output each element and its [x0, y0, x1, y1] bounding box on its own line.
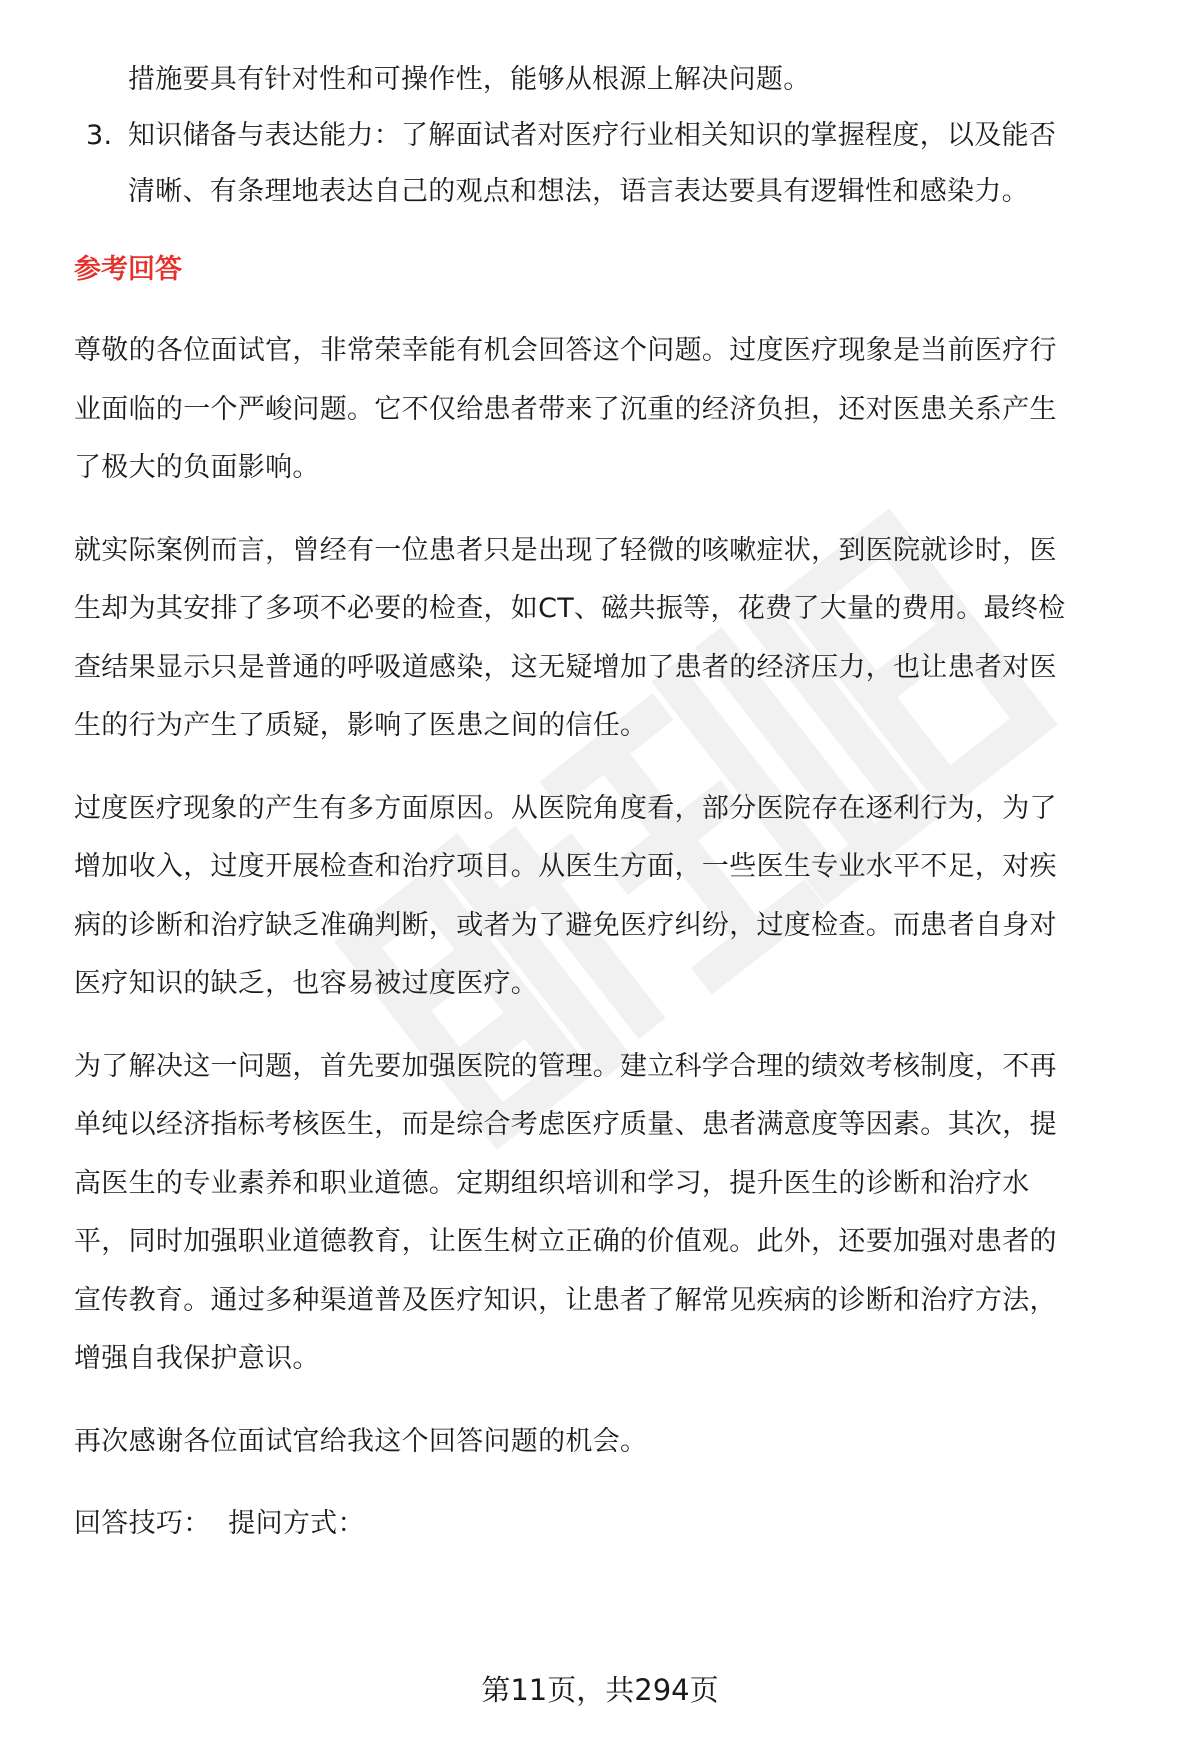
paragraph-line: 尊敬的各位面试官，非常荣幸能有机会回答这个问题。过度医疗现象是当前医疗行 — [74, 335, 1057, 366]
list-item-3 — [74, 108, 1148, 220]
section-title: 参考回答 — [74, 254, 182, 285]
paragraph-line: 增强自我保护意识。 — [74, 1343, 320, 1374]
paragraph-line: 生的行为产生了质疑，影响了医患之间的信任。 — [74, 710, 648, 741]
paragraph-line: 了极大的负面影响。 — [74, 452, 320, 483]
paragraph-line: 回答技巧： 提问方式： — [74, 1508, 365, 1539]
paragraph-line: 高医生的专业素养和职业道德。定期组织培训和学习，提升医生的诊断和治疗水 — [74, 1167, 1030, 1199]
continuation-line: 措施要具有针对性和可操作性，能够从根源上解决问题。 — [128, 64, 811, 95]
list-item-line: 知识储备与表达能力：了解面试者对医疗行业相关知识的掌握程度，以及能否 — [128, 120, 1057, 151]
paragraph-line: 医疗知识的缺乏，也容易被过度医疗。 — [74, 968, 539, 999]
paragraph-line: 就实际案例而言，曾经有一位患者只是出现了轻微的咳嗽症状，到医院就诊时，医 — [74, 534, 1057, 566]
paragraph-solutions — [74, 1038, 1148, 1389]
paragraph-tips — [74, 1495, 1148, 1554]
list-item-line: 清晰、有条理地表达自己的观点和想法，语言表达要具有逻辑性和感染力。 — [128, 176, 1029, 207]
paragraph-line: 为了解决这一问题，首先要加强医院的管理。建立科学合理的绩效考核制度，不再 — [74, 1050, 1057, 1082]
paragraph-line: 平，同时加强职业道德教育，让医生树立正确的价值观。此外，还要加强对患者的 — [74, 1226, 1057, 1257]
paragraph-line: 增加收入，过度开展检查和治疗项目。从医生方面，一些医生专业水平不足，对疾 — [74, 851, 1057, 882]
paragraph-line: 过度医疗现象的产生有多方面原因。从医院角度看，部分医院存在逐利行为，为了 — [74, 792, 1057, 824]
paragraph-line: 再次感谢各位面试官给我这个回答问题的机会。 — [74, 1425, 648, 1457]
paragraph-causes — [74, 780, 1148, 1014]
document-body — [74, 52, 1148, 1554]
paragraph-line: 查结果显示只是普通的呼吸道感染，这无疑增加了患者的经济压力，也让患者对医 — [74, 651, 1057, 683]
paragraph-line: 业面临的一个严峻问题。它不仅给患者带来了沉重的经济负担，还对医患关系产生 — [74, 393, 1057, 425]
page-number-footer: 第11页，共294页 — [481, 1673, 719, 1707]
paragraph-line: 宣传教育。通过多种渠道普及医疗知识，让患者了解常见疾病的诊断和治疗方法， — [74, 1284, 1057, 1316]
paragraph-line: 病的诊断和治疗缺乏准确判断，或者为了避免医疗纠纷，过度检查。而患者自身对 — [74, 909, 1057, 941]
paragraph-line: 生却为其安排了多项不必要的检查，如CT、磁共振等，花费了大量的费用。最终检 — [74, 593, 1066, 624]
list-number: 3. — [86, 120, 113, 151]
paragraph-case — [74, 522, 1148, 756]
paragraph-closing — [74, 1413, 1148, 1472]
paragraph-line: 单纯以经济指标考核医生，而是综合考虑医疗质量、患者满意度等因素。其次，提 — [74, 1109, 1057, 1140]
paragraph-intro — [74, 322, 1148, 498]
